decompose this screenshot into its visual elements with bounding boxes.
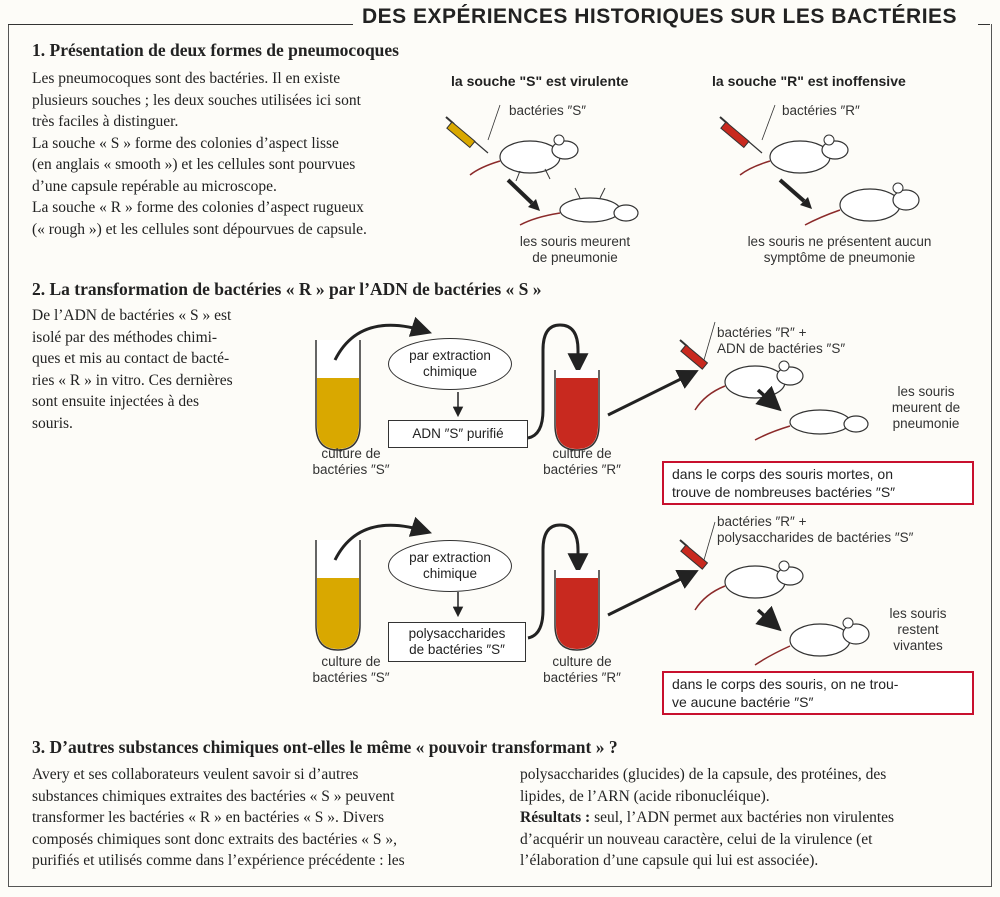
tube-r-label-exp2 [532, 654, 632, 686]
text-line: substances chimiques extraites des bactéries « S » peuvent [32, 787, 395, 805]
ellipse-line: chimique [422, 364, 477, 379]
text-line: transformer les bactéries « R » en bactéries « S ». Divers [32, 809, 385, 826]
result-label-exp1 [876, 384, 976, 432]
section2-heading: 2. La transformation de bactéries « R » par l’ADN de bactéries « S » [32, 279, 542, 299]
section3-heading: 3. D’autres substances chimiques ont-elles le même « pouvoir transformant » ? [32, 737, 618, 757]
result-line: les souris [889, 606, 947, 621]
mouse-icon [740, 135, 848, 175]
ellipse-line: par extraction [409, 348, 491, 363]
result-box-line: dans le corps des souris mortes, on [672, 466, 893, 482]
mouse-icon [695, 361, 803, 410]
text-line: ries « R » in vitro. Ces dernières [32, 371, 233, 389]
text-line: Les pneumocoques sont des bactéries. Il en existe [32, 70, 341, 87]
tube-label-line: culture de [552, 446, 612, 461]
result-line: vivantes [893, 638, 943, 653]
result-box-line: ve aucune bactérie ″S″ [672, 694, 814, 710]
text-line: polysaccharides (glucides) de la capsule, des protéines, des [520, 766, 887, 783]
result-box-line: trouve de nombreuses bactéries ″S″ [672, 484, 896, 500]
mouse-icon [695, 561, 803, 610]
result-line: les souris meurent [519, 234, 631, 249]
tube-label-line: bactéries ″S″ [312, 670, 390, 685]
section1-illustration [440, 95, 990, 240]
result-line: de pneumonie [532, 250, 618, 265]
text-line: lipides, de l’ARN (acide ribonucléique). [520, 787, 770, 805]
result-line: les souris [897, 384, 955, 399]
text-line: composés chimiques sont donc extraits des bactéries « S », [32, 830, 398, 848]
syringe-icon [446, 117, 488, 153]
extraction-ellipse-exp1 [388, 338, 512, 390]
text-line: l’élaboration d’une capsule qui lui est associée). [520, 852, 819, 869]
result-box-exp1 [662, 461, 974, 505]
tube-label-line: culture de [321, 654, 381, 669]
text-line: très faciles à distinguer. [32, 113, 179, 130]
polysaccharides-box [388, 622, 526, 662]
tube-label-line: bactéries ″S″ [312, 462, 390, 477]
results-text: seul, l’ADN permet aux bactéries non virulentes [590, 809, 895, 826]
section1-heading: 1. Présentation de deux formes de pneumocoques [32, 40, 399, 60]
panel-s-title: la souche "S" est virulente [451, 73, 629, 89]
text-line: plusieurs souches ; les deux souches utilisées ici sont [32, 91, 361, 109]
section2-text [32, 305, 272, 434]
text-line: purifiés et utilisés comme dans l’expérience précédente : les [32, 852, 405, 869]
title-rule-left [8, 24, 353, 25]
text-line: (« rough ») et les cellules sont dépourvues de capsule. [32, 220, 367, 238]
injection-line: ADN de bactéries ″S″ [717, 341, 846, 356]
text-line: sont ensuite injectées à des [32, 393, 200, 410]
result-box-exp2 [662, 671, 974, 715]
dead-mouse-icon [755, 410, 868, 440]
syringe-icon [680, 540, 707, 569]
result-line: symptôme de pneumonie [763, 250, 916, 265]
mouse-icon [755, 618, 869, 665]
text-line: d’acquérir un nouveau caractère, celui de la virulence (et [520, 830, 873, 848]
panel-s-injection-label: bactéries ″S″ [509, 103, 587, 118]
tube-label-line: bactéries ″R″ [543, 462, 621, 477]
result-line: restent [897, 622, 939, 637]
text-line: La souche « R » forme des colonies d’aspect rugueux [32, 199, 364, 216]
tube-s-label-exp1 [306, 446, 396, 478]
tube-s-label-exp2 [306, 654, 396, 686]
result-line: pneumonie [892, 416, 960, 431]
tube-r-exp2 [555, 570, 599, 650]
tube-r-exp1 [555, 370, 599, 450]
page-title: DES EXPÉRIENCES HISTORIQUES SUR LES BACTÉRIES [362, 5, 958, 28]
purified-dna-box: ADN ″S″ purifié [388, 420, 528, 448]
section1-text [32, 68, 432, 240]
text-line: (en anglais « smooth ») et les cellules sont pourvues [32, 156, 356, 173]
extraction-ellipse-exp2 [388, 540, 512, 592]
panel-r-injection-label: bactéries ″R″ [782, 103, 860, 118]
injection-label-exp1 [717, 325, 845, 357]
panel-r-title: la souche "R" est inoffensive [712, 73, 906, 89]
results-label: Résultats : [520, 809, 591, 826]
result-line: les souris ne présentent aucun [747, 234, 932, 249]
tube-label-line: culture de [552, 654, 612, 669]
mouse-icon [805, 183, 919, 225]
tube-label-line: culture de [321, 446, 381, 461]
text-line: d’une capsule repérable au microscope. [32, 177, 277, 195]
section3-text-right [520, 764, 980, 872]
section3-text-left [32, 764, 492, 872]
text-line: Avery et ses collaborateurs veulent savoir si d’autres [32, 766, 359, 783]
injection-line: bactéries ″R″ + [717, 325, 807, 340]
box-line: de bactéries ″S″ [409, 642, 505, 657]
result-line: meurent de [891, 400, 961, 415]
ellipse-line: chimique [422, 566, 477, 581]
injection-line: bactéries ″R″ + [717, 514, 807, 529]
title-rule-right [978, 24, 990, 25]
tube-r-label-exp1 [532, 446, 632, 478]
box-line: polysaccharides [408, 626, 506, 641]
tube-label-line: bactéries ″R″ [543, 670, 621, 685]
results-line [520, 807, 980, 829]
text-line: isolé par des méthodes chimi- [32, 328, 218, 346]
syringe-icon [680, 340, 707, 369]
result-label-exp2 [868, 606, 968, 654]
result-box-line: dans le corps des souris, on ne trou- [672, 676, 899, 692]
mouse-icon [470, 135, 578, 181]
injection-line: polysaccharides de bactéries ″S″ [717, 530, 914, 545]
text-line: souris. [32, 414, 73, 432]
syringe-icon [720, 117, 762, 153]
ellipse-line: par extraction [409, 550, 491, 565]
text-line: De l’ADN de bactéries « S » est [32, 307, 232, 324]
text-line: ques et mis au contact de bacté- [32, 350, 230, 367]
injection-label-exp2 [717, 514, 913, 546]
text-line: La souche « S » forme des colonies d’aspect lisse [32, 134, 339, 152]
